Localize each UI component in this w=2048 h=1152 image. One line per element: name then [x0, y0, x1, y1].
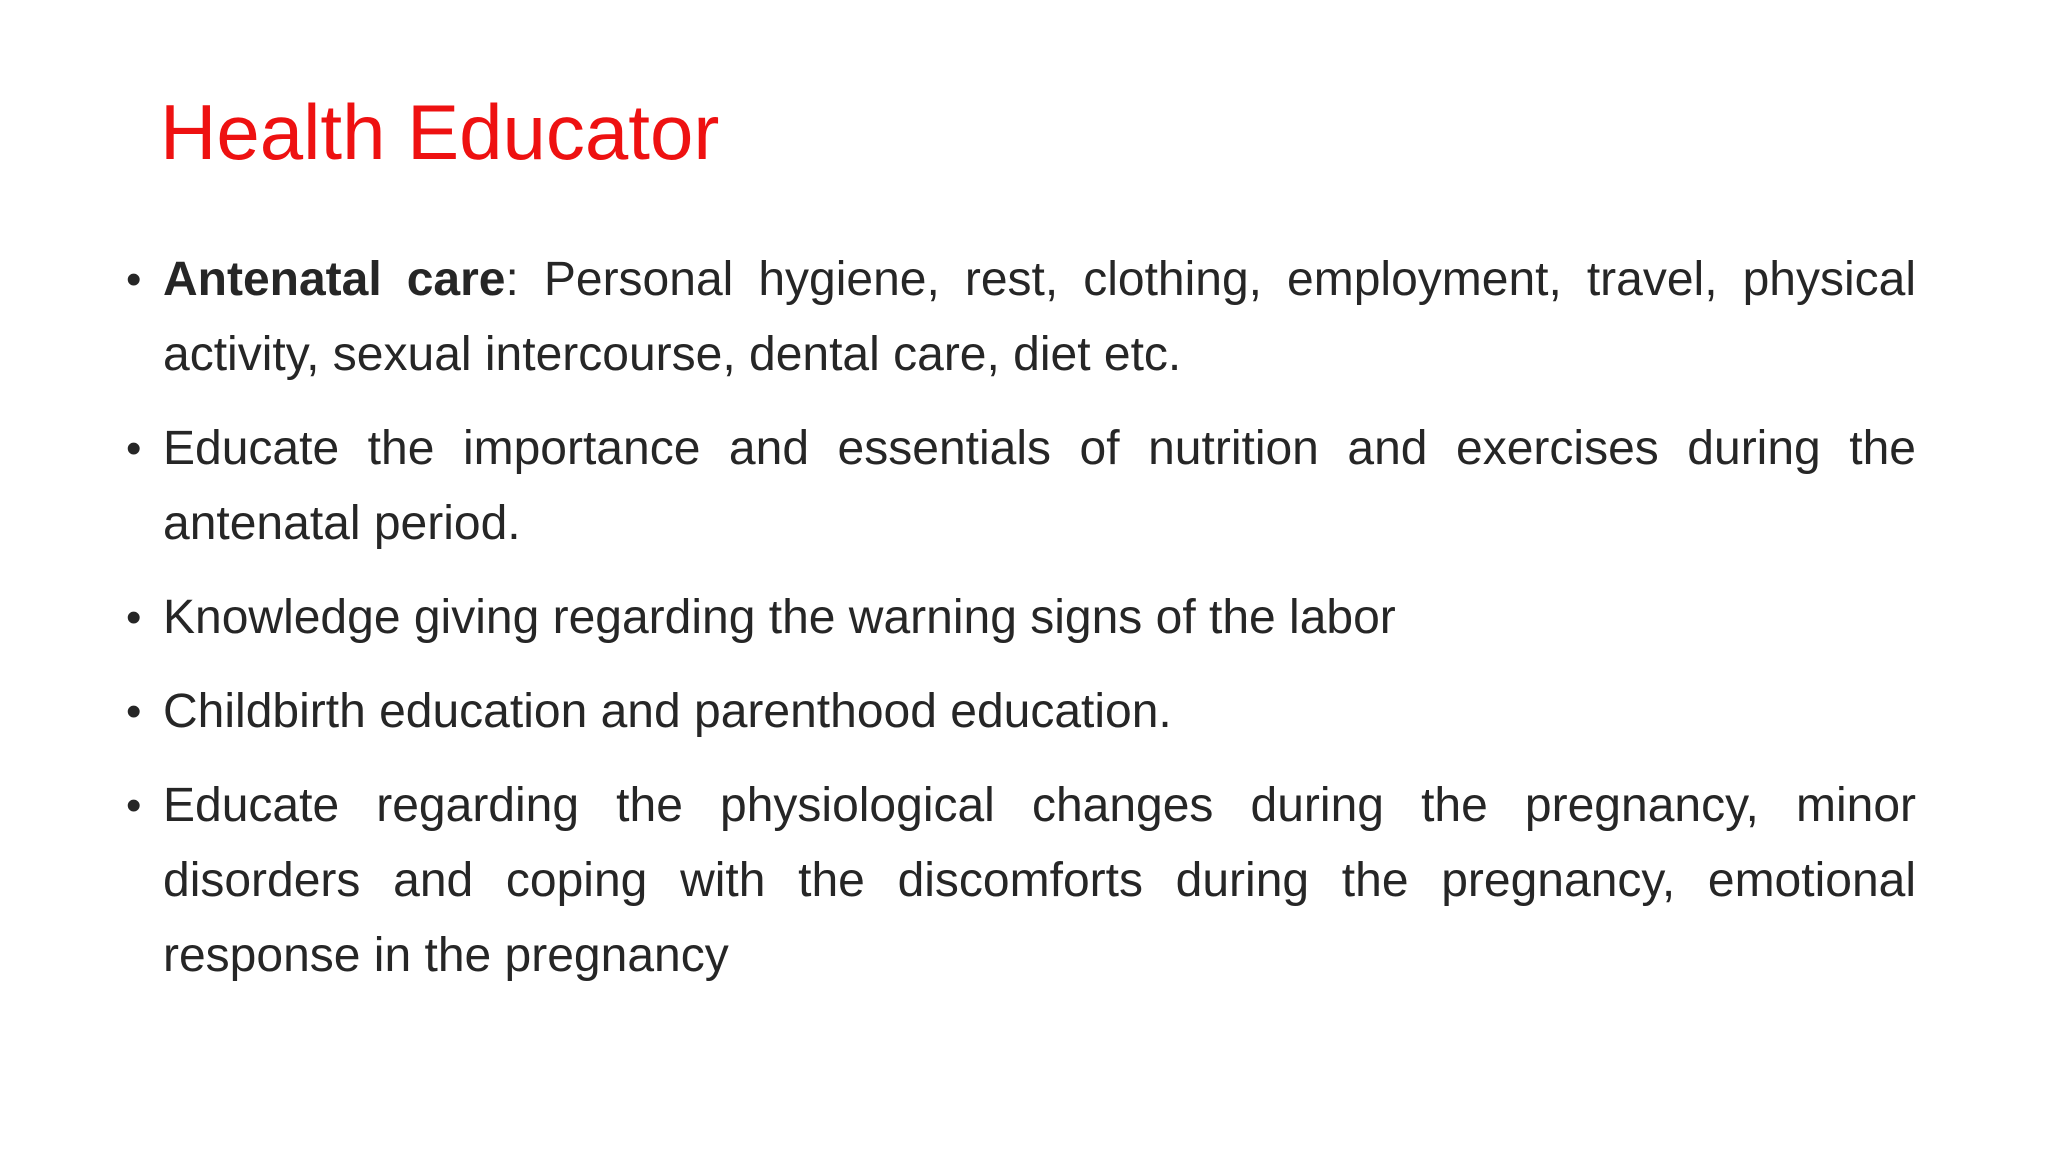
bullet-term: Antenatal care	[163, 253, 506, 306]
bullet-list	[126, 242, 1916, 1012]
bullet-text: Educate the importance and essentials of nutrition and exercises during the antenatal period.	[163, 422, 1916, 550]
bullet-dot-icon: •	[126, 781, 142, 830]
bullet-dot-icon: •	[126, 593, 142, 642]
bullet-item-childbirth-education	[126, 674, 1916, 749]
bullet-dot-icon: •	[126, 255, 142, 304]
bullet-dot-icon: •	[126, 424, 142, 473]
bullet-item-warning-signs	[126, 580, 1916, 655]
bullet-text: Knowledge giving regarding the warning signs of the labor	[163, 591, 1396, 644]
bullet-text: : Personal hygiene, rest, clothing, employment, travel, physical activity, sexual intercourse, dental care, diet etc.	[163, 253, 1917, 381]
bullet-text: Educate regarding the physiological changes during the pregnancy, minor disorders and coping with the discomforts during the pregnancy, emotional response in the pregnancy	[163, 779, 1916, 982]
bullet-item-antenatal-care	[126, 242, 1916, 392]
bullet-item-nutrition	[126, 411, 1916, 561]
bullet-text: Childbirth education and parenthood education.	[163, 685, 1172, 738]
bullet-dot-icon: •	[126, 687, 142, 736]
slide-title: Health Educator	[160, 88, 720, 176]
bullet-item-physiological-changes	[126, 768, 1916, 993]
